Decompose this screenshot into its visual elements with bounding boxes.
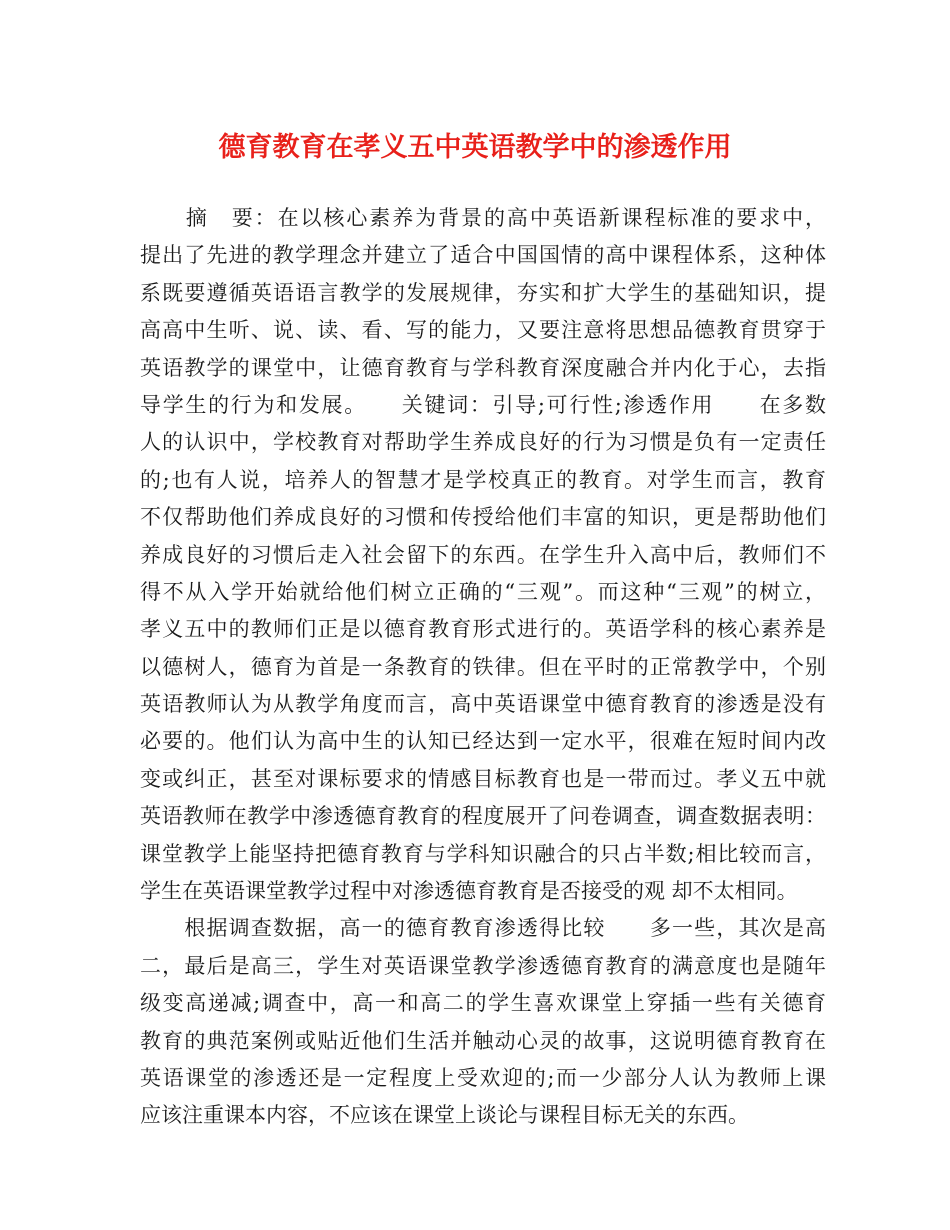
text-line: 孝义五中的教师们正是以德育教育形式进行的。英语学科的核心素养是 xyxy=(140,617,826,642)
text-line: 不仅帮助他们养成良好的习惯和传授给他们丰富的知识，更是帮助他们 xyxy=(140,505,826,530)
document-body xyxy=(140,200,826,1135)
text-line: 课堂教学上能坚持把德育教育与学科知识融合的只占半数;相比较而言， xyxy=(140,841,826,866)
text-line: 教育的典范案例或贴近他们生活并触动心灵的故事，这说明德育教育在 xyxy=(140,1028,826,1053)
text-line: 学生在英语课堂教学过程中对渗透德育教育是否接受的观 却不太相同。 xyxy=(140,879,798,904)
text-line: 提出了先进的教学理念并建立了适合中国国情的高中课程体系，这种体 xyxy=(140,243,826,268)
text-line: 变或纠正，甚至对课标要求的情感目标教育也是一带而过。孝义五中就 xyxy=(140,766,826,791)
text-line: 摘 要：在以核心素养为背景的高中英语新课程标准的要求中， xyxy=(140,206,826,230)
text-line: 英语教师在教学中渗透德育教育的程度展开了问卷调查，调查数据表明： xyxy=(140,804,826,829)
text-line: 以德树人，德育为首是一条教育的铁律。但在平时的正常教学中，个别 xyxy=(140,654,826,679)
text-line: 人的认识中，学校教育对帮助学生养成良好的行为习惯是负有一定责任 xyxy=(140,430,826,455)
text-line: 英语教师认为从教学角度而言，高中英语课堂中德育教育的渗透是没有 xyxy=(140,692,826,717)
text-line: 系既要遵循英语语言教学的发展规律，夯实和扩大学生的基础知识，提 xyxy=(140,280,826,305)
text-line: 高高中生听、说、读、看、写的能力，又要注意将思想品德教育贯穿于 xyxy=(140,318,826,343)
text-line: 二，最后是高三，学生对英语课堂教学渗透德育教育的满意度也是随年 xyxy=(140,953,826,978)
text-line: 英语课堂的渗透还是一定程度上受欢迎的;而一少部分人认为教师上课 xyxy=(140,1065,826,1090)
text-line: 应该注重课本内容，不应该在课堂上谈论与课程目标无关的东西。 xyxy=(140,1103,749,1128)
text-line: 级变高递减;调查中，高一和高二的学生喜欢课堂上穿插一些有关德育 xyxy=(140,991,826,1016)
text-line: 得不从入学开始就给他们树立正确的“三观”。而这种“三观”的树立， xyxy=(140,579,826,604)
text-line: 必要的。他们认为高中生的认知已经达到一定水平，很难在短时间内改 xyxy=(140,729,826,754)
text-line: 英语教学的课堂中，让德育教育与学科教育深度融合并内化于心，去指 xyxy=(140,355,826,380)
text-line: 养成良好的习惯后走入社会留下的东西。在学生升入高中后，教师们不 xyxy=(140,542,826,567)
text-line: 的;也有人说，培养人的智慧才是学校真正的教育。对学生而言，教育 xyxy=(140,467,826,492)
document-title: 德育教育在孝义五中英语教学中的渗透作用 xyxy=(218,132,732,163)
text-line: 导学生的行为和发展。 关键词：引导;可行性;渗透作用 在多数 xyxy=(140,392,826,417)
text-line: 根据调查数据，高一的德育教育渗透得比较 多一些，其次是高 xyxy=(140,916,826,941)
